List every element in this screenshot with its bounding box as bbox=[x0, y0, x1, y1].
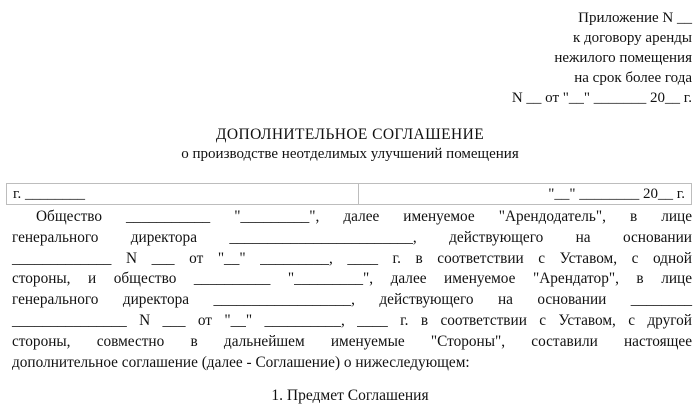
paragraph-line: _______________ N ___ от "__" __________, ____ г. в соответствии с Уставом, с другой bbox=[12, 311, 692, 329]
paragraph-line: стороны, совместно в дальнейшем именуемые "Стороны", составили настоящее bbox=[12, 332, 692, 350]
appendix-line: нежилого помещения bbox=[554, 50, 692, 66]
appendix-header bbox=[512, 8, 692, 108]
document-title: ДОПОЛНИТЕЛЬНОЕ СОГЛАШЕНИЕ bbox=[215, 126, 485, 143]
date-field: "__" ________ 20__ г. bbox=[548, 186, 685, 202]
appendix-line: Приложение N __ bbox=[578, 10, 692, 26]
preamble-paragraph bbox=[12, 207, 692, 373]
paragraph-line: генерального директора __________________, действующего на основании ________ bbox=[12, 291, 692, 309]
paragraph-line: генерального директора ________________________, действующего на основании bbox=[12, 228, 692, 246]
paragraph-line: _____________ N ___ от "__" _________, ____ г. в соответствии с Уставом, с одной bbox=[12, 249, 692, 267]
appendix-line: к договору аренды bbox=[572, 30, 692, 46]
place-date-row bbox=[6, 183, 692, 205]
section-title: 1. Предмет Соглашения bbox=[271, 387, 429, 404]
document-subtitle: о производстве неотделимых улучшений помещения bbox=[181, 146, 519, 162]
appendix-line: на срок более года bbox=[574, 70, 692, 86]
paragraph-line: стороны, и общество __________ "_________", далее именуемое "Арендатор", в лице bbox=[12, 270, 692, 288]
paragraph-line: дополнительное соглашение (далее - Соглашение) о нижеследующем: bbox=[12, 353, 470, 371]
paragraph-line: Общество ___________ "_________", далее именуемое "Арендодатель", в лице bbox=[36, 208, 692, 225]
place-field: г. ________ bbox=[7, 184, 359, 204]
document-heading bbox=[0, 125, 700, 164]
appendix-line: N __ от "__" _______ 20__ г. bbox=[511, 90, 692, 106]
